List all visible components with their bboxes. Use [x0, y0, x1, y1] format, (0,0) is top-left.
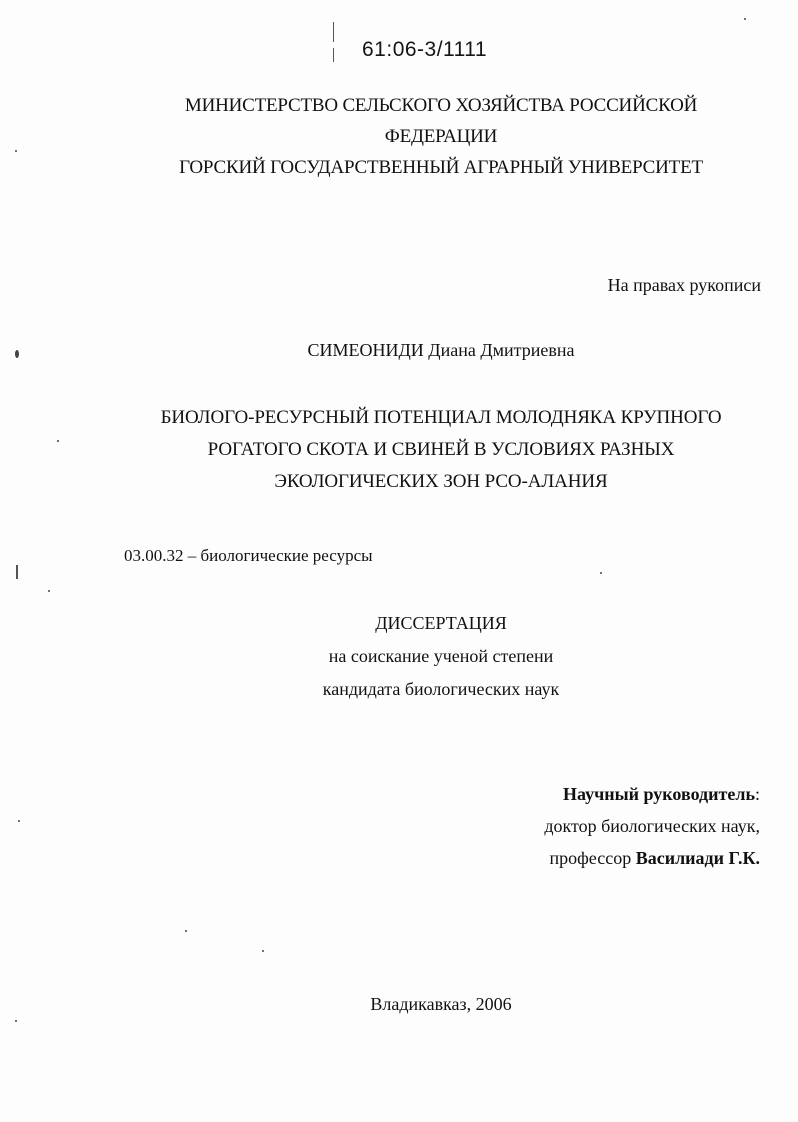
supervisor-name: Василиади Г.К.: [635, 848, 760, 868]
specialty-code: 03.00.32 – биологические ресурсы: [124, 546, 373, 565]
scan-artifact: [16, 565, 18, 579]
supervisor-block: [544, 778, 760, 874]
ministry-header: [42, 90, 798, 183]
degree-line: кандидата биологических наук: [322, 679, 560, 699]
scan-artifact: [744, 18, 746, 20]
university-line: ГОРСКИЙ ГОСУДАРСТВЕННЫЙ АГРАРНЫЙ УНИВЕРСИТЕТ: [179, 157, 703, 178]
supervisor-degree: доктор биологических наук,: [544, 816, 760, 836]
scan-artifact: [15, 150, 17, 152]
author-name: СИМЕОНИДИ Диана Дмитриевна: [307, 340, 575, 360]
scan-artifact: [18, 820, 20, 822]
scan-artifact: [333, 48, 334, 62]
supervisor-label-line: [544, 778, 760, 810]
library-stamp: 61:06-3/1111: [362, 38, 488, 61]
scan-artifact: [600, 572, 602, 574]
degree-line: на соискание ученой степени: [328, 646, 554, 666]
supervisor-colon: :: [754, 784, 760, 804]
ministry-line: МИНИСТЕРСТВО СЕЛЬСКОГО ХОЗЯЙСТВА РОССИЙСКОЙ: [184, 95, 698, 116]
dissertation-block: [42, 607, 798, 706]
manuscript-note: На правах рукописи: [607, 275, 761, 295]
scan-artifact: [262, 950, 264, 952]
scan-artifact: [333, 22, 334, 42]
scan-artifact: [185, 930, 187, 932]
scan-artifact: [15, 350, 19, 358]
title-line: ЭКОЛОГИЧЕСКИХ ЗОН РСО-АЛАНИЯ: [274, 471, 608, 492]
supervisor-rank-line: [544, 842, 760, 874]
thesis-title: [42, 402, 798, 498]
supervisor-label: Научный руководитель: [562, 784, 755, 804]
supervisor-rank: профессор: [549, 848, 636, 868]
city-year: Владикавказ, 2006: [370, 994, 512, 1014]
dissertation-heading: ДИССЕРТАЦИЯ: [375, 613, 507, 633]
scan-artifact: [48, 590, 50, 592]
scan-artifact: [15, 1020, 17, 1022]
ministry-line: ФЕДЕРАЦИИ: [384, 126, 498, 147]
title-line: БИОЛОГО-РЕСУРСНЫЙ ПОТЕНЦИАЛ МОЛОДНЯКА КРУПНОГО: [160, 407, 722, 428]
title-line: РОГАТОГО СКОТА И СВИНЕЙ В УСЛОВИЯХ РАЗНЫХ: [207, 439, 675, 460]
